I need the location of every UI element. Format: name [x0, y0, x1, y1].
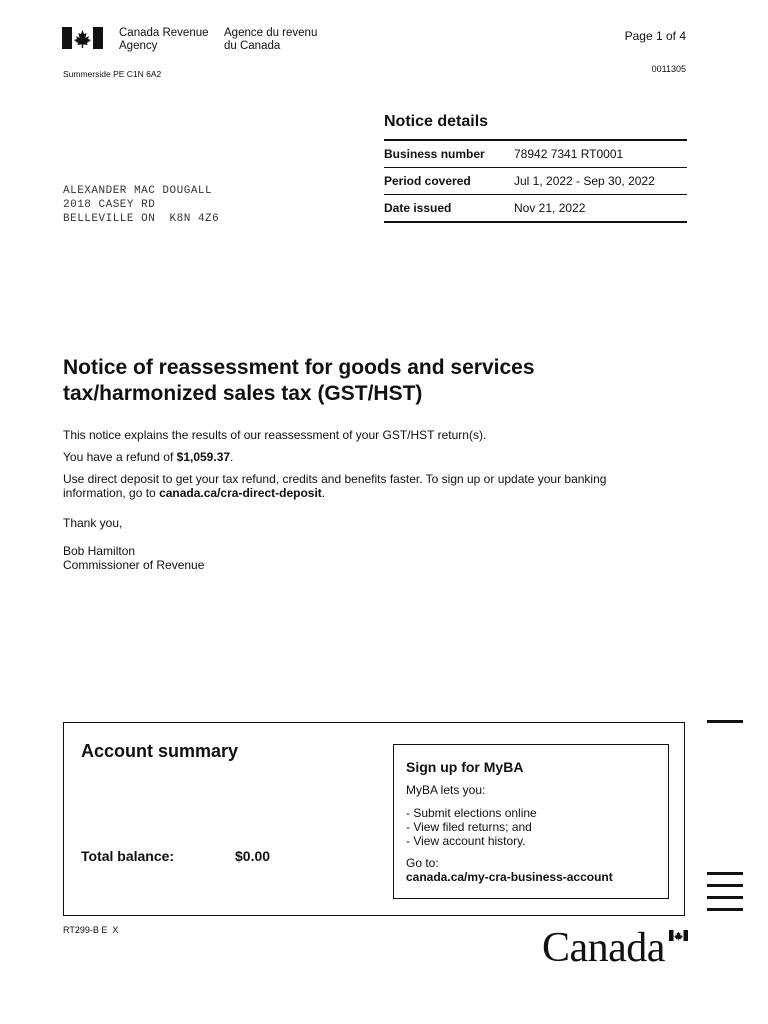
- canada-wordmark-logo: Canada: [542, 926, 688, 970]
- notice-details-title: Notice details: [384, 113, 489, 130]
- scan-mark: [707, 908, 743, 911]
- recipient-address: ALEXANDER MAC DOUGALL 2018 CASEY RD BELLEVILLE ON K8N 4Z6: [63, 185, 220, 225]
- form-code: RT299-B E X: [63, 925, 119, 935]
- myba-link[interactable]: canada.ca/my-cra-business-account: [406, 870, 613, 884]
- details-value: 78942 7341 RT0001: [514, 147, 624, 161]
- total-balance-value: $0.00: [235, 848, 271, 864]
- total-balance-label: Total balance:: [81, 848, 175, 864]
- return-address: Summerside PE C1N 6A2: [63, 69, 162, 79]
- scan-mark: [707, 884, 743, 887]
- details-value: Nov 21, 2022: [514, 201, 586, 215]
- notice-body: [63, 428, 663, 580]
- details-value: Jul 1, 2022 - Sep 30, 2022: [514, 174, 655, 188]
- signer-name: Bob Hamilton: [63, 544, 136, 558]
- details-row-business-number: [384, 141, 687, 168]
- direct-deposit-text: Use direct deposit to get your tax refund, credits and benefits faster. To sign up or update your banking information, go to canada.ca/cra-direct-deposit.: [63, 472, 607, 500]
- agency-name-english: Canada Revenue Agency: [119, 27, 209, 52]
- list-item: - View account history.: [406, 834, 526, 848]
- refund-amount: $1,059.37: [176, 450, 231, 464]
- details-label: Business number: [384, 147, 485, 161]
- details-row-period-covered: [384, 168, 687, 195]
- myba-intro: MyBA lets you:: [406, 783, 486, 797]
- list-item: - Submit elections online: [406, 806, 537, 820]
- thanks-text: Thank you,: [63, 516, 123, 530]
- refund-text: You have a refund of $1,059.37.: [63, 450, 234, 464]
- scan-mark: [707, 872, 743, 875]
- myba-benefits-list: [406, 806, 537, 848]
- list-item: - View filed returns; and: [406, 820, 532, 834]
- myba-title: Sign up for MyBA: [406, 759, 524, 775]
- wordmark-flag-icon: [669, 930, 688, 941]
- direct-deposit-link[interactable]: canada.ca/cra-direct-deposit: [159, 486, 322, 500]
- notice-details-table: [384, 139, 687, 223]
- myba-goto: Go to: canada.ca/my-cra-business-account: [406, 856, 613, 884]
- canada-flag-icon: [62, 27, 103, 49]
- account-summary-title: Account summary: [81, 741, 239, 761]
- scan-mark: [707, 896, 743, 899]
- signature-block: [63, 544, 663, 572]
- intro-text: This notice explains the results of our reassessment of your GST/HST return(s).: [63, 428, 487, 442]
- document-code: 0011305: [651, 64, 686, 74]
- agency-name-french: Agence du revenu du Canada: [224, 27, 318, 52]
- page-number: Page 1 of 4: [624, 29, 686, 43]
- scan-mark: [707, 720, 743, 723]
- details-row-date-issued: [384, 195, 687, 223]
- signer-title: Commissioner of Revenue: [63, 558, 205, 572]
- notice-title: Notice of reassessment for goods and services tax/harmonized sales tax (GST/HST): [63, 356, 535, 405]
- details-label: Date issued: [384, 201, 452, 215]
- details-label: Period covered: [384, 174, 471, 188]
